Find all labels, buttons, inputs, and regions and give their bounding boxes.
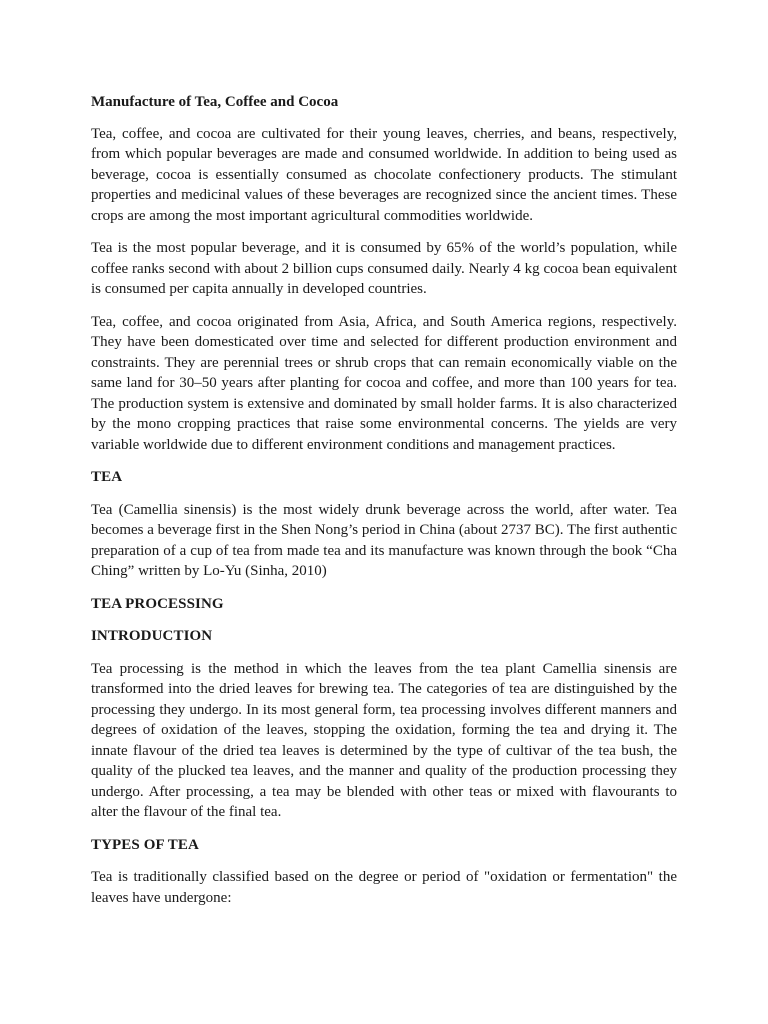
document-page: [91, 92, 677, 920]
section-heading-tea: TEA: [91, 469, 123, 485]
section-heading-types-of-tea: TYPES OF TEA: [91, 836, 199, 853]
tea-paragraph: Tea (Camellia sinensis) is the most widely drunk beverage across the world, after water. Tea becomes a beverage first in the Shen Nong’s period in China (about 2737 BC). The first authentic preparation of a cup of tea from made tea and its manufacture was known through the book “Cha Ching” written by Lo-Yu (Sinha, 2010): [91, 501, 677, 579]
intro-paragraph-3: Tea, coffee, and cocoa originated from Asia, Africa, and South America regions, respectively. They have been domesticated over time and selected for different production environment and constraints. They are perennial trees or shrub crops that can remain economically viable on the same land for 30–50 years after planting for cocoa and coffee, and more than 100 years for tea. The production system is extensive and dominated by small holder farms. It is also characterized by the mono cropping practices that raise some environmental concerns. The yields are very variable worldwide due to different environment conditions and management practices.: [91, 313, 677, 453]
introduction-paragraph: Tea processing is the method in which the leaves from the tea plant Camellia sinensis are transformed into the dried leaves for brewing tea. The categories of tea are distinguished by the processing they undergo. In its most general form, tea processing involves different manners and degrees of oxidation of the leaves, stopping the oxidation, forming the tea and drying it. The innate flavour of the dried tea leaves is determined by the type of cultivar of the tea bush, the quality of the plucked tea leaves, and the manner and quality of the production processing they undergo. After processing, a tea may be blended with other teas or mixed with flavourants to alter the flavour of the final tea.: [91, 660, 677, 820]
section-heading-tea-processing: TEA PROCESSING: [91, 595, 224, 612]
types-paragraph: Tea is traditionally classified based on the degree or period of "oxidation or fermentation" the leaves have undergone:: [91, 869, 677, 906]
section-heading-introduction: INTRODUCTION: [91, 628, 213, 644]
intro-paragraph-1: Tea, coffee, and cocoa are cultivated for their young leaves, cherries, and beans, respectively, from which popular beverages are made and consumed worldwide. In addition to being used as beverage, cocoa is essentially consumed as chocolate confectionery products. The stimulant properties and medicinal values of these beverages are recognized since the ancient times. These crops are among the most important agricultural commodities worldwide.: [91, 125, 677, 224]
intro-paragraph-2: Tea is the most popular beverage, and it is consumed by 65% of the world’s population, while coffee ranks second with about 2 billion cups consumed daily. Nearly 4 kg cocoa bean equivalent is consumed per capita annually in developed countries.: [91, 240, 677, 297]
document-title: Manufacture of Tea, Coffee and Cocoa: [91, 94, 339, 110]
